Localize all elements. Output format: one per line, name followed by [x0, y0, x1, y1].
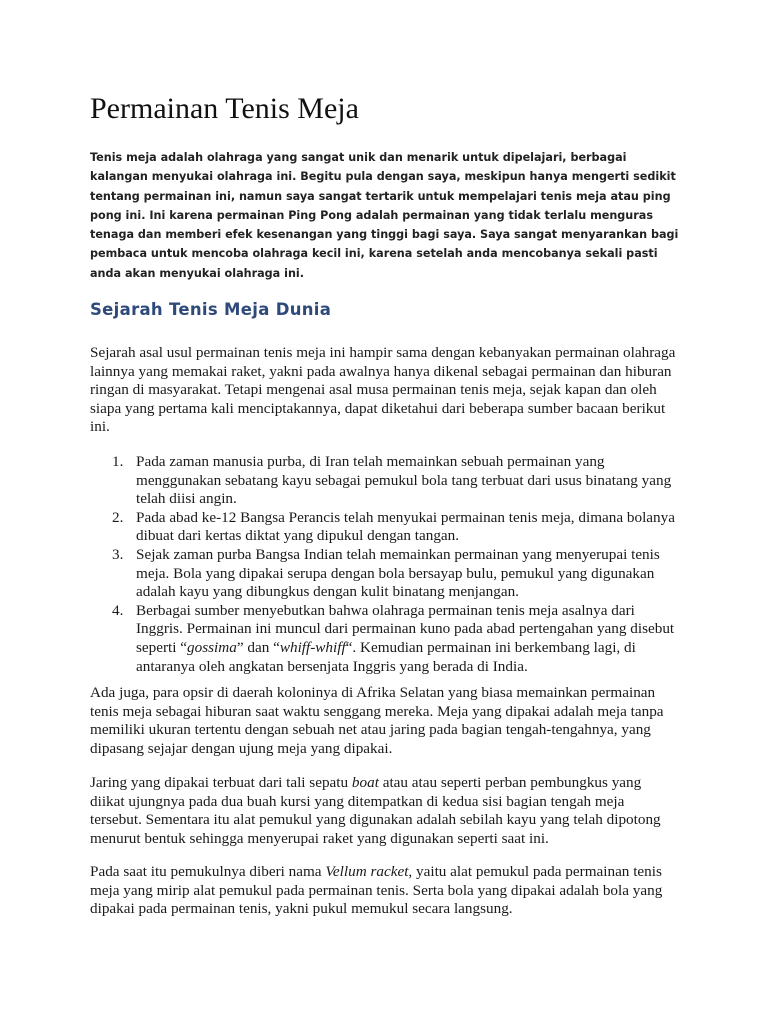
- list-item-text: Sejak zaman purba Bangsa Indian telah memainkan permainan yang menyerupai tenis meja. Bola yang dipakai serupa dengan bola bersayap bulu, pemukul yang digunakan adalah kayu yang dibungkus dengan kulit binatang menjangan.: [136, 545, 660, 601]
- paragraph-south-africa: Ada juga, para opsir di daerah koloninya di Afrika Selatan yang biasa memainkan permainan tenis meja sebagai hiburan saat waktu senggang mereka. Meja yang dipakai adalah meja tanpa memiliki ukuran tertentu dengan sebuah net atau jaring pada bagian tengah-tengahnya, yang dipasang sejajar dengan ujung meja yang dipakai.: [90, 684, 664, 757]
- list-item-text: [136, 602, 674, 675]
- paragraph-racket: [90, 863, 678, 919]
- list-number: 3.: [112, 545, 124, 563]
- intro-paragraph: Tenis meja adalah olahraga yang sangat unik dan menarik untuk dipelajari, berbagai kalangan menyukai olahraga ini. Begitu pula dengan saya, meskipun hanya mengerti sedikit tentang permainan ini, namun saya sangat tertarik untuk mempelajari tenis meja atau ping pong ini. Ini karena permainan Ping Pong adalah permainan yang tidak terlalu menguras tenaga dan memberi efek kesenangan yang tinggi bagi saya. Saya sangat menyarankan bagi pembaca untuk mencoba olahraga kecil ini, karena setelah anda mencobanya sekali pasti anda akan menyukai olahraga ini.: [90, 151, 679, 280]
- history-list: [90, 453, 678, 676]
- paragraph-net: [90, 774, 678, 848]
- list-number: 4.: [112, 601, 124, 619]
- list-item: [90, 602, 678, 676]
- page-title: Permainan Tenis Meja: [90, 92, 359, 125]
- text-part: atau atau seperti perban pembungkus yang diikat ujungnya pada dua buah kursi yang ditempatkan di kedua sisi bagian tengah meja tersebut. Sementara itu alat pemukul yang digunakan adalah sebilah kayu yang telah dipotong menurut bentuk sehingga menyerupai raket yang digunakan seperti saat ini.: [90, 774, 661, 847]
- section-heading: Sejarah Tenis Meja Dunia: [90, 300, 332, 319]
- text-part: , yaitu alat pemukul pada permainan tenis meja yang mirip alat pemukul pada permainan tenis. Serta bola yang dipakai adalah bola yang dipakai pada permainan tenis, yakni pukul memukul secara langsung.: [90, 863, 663, 918]
- list-item: [90, 509, 678, 546]
- list-item-text: Pada zaman manusia purba, di Iran telah memainkan sebuah permainan yang menggunakan sebatang kayu sebagai pemukul bola tang terbuat dari usus binatang yang telah diisi angin.: [136, 453, 672, 508]
- italic-term: boat: [351, 774, 379, 791]
- italic-term: whiff-whiff: [279, 638, 346, 656]
- list-text-part: “. Kemudian permainan ini berkembang lagi, di antaranya oleh angkatan bersenjata Inggris yang berada di India.: [136, 638, 636, 675]
- italic-term: Vellum racket: [325, 863, 409, 880]
- paragraph-history: Sejarah asal usul permainan tenis meja ini hampir sama dengan kebanyakan permainan olahraga lainnya yang memakai raket, yakni pada awalnya hanya dikenal sebagai permainan dan hiburan ringan di masyarakat. Tetapi mengenai asal musa permainan tenis meja, sejak kapan dan oleh siapa yang pertama kali menciptakannya, dapat diketahui dari beberapa sumber bacaan berikut ini.: [90, 344, 676, 436]
- list-item: [90, 546, 678, 602]
- list-item-text: Pada abad ke-12 Bangsa Perancis telah menyukai permainan tenis meja, dimana bolanya dibuat dari kertas diktat yang dipukul dengan tangan.: [136, 508, 675, 545]
- text-part: Jaring yang dipakai terbuat dari tali sepatu: [90, 774, 352, 791]
- list-number: 1.: [112, 453, 124, 470]
- list-text-part: Berbagai sumber menyebutkan bahwa olahraga permainan tenis meja asalnya dari Inggris. Permainan ini muncul dari permainan kuno pada abad pertengahan yang disebut seperti “: [136, 601, 675, 656]
- list-number: 2.: [112, 508, 124, 526]
- text-part: Pada saat itu pemukulnya diberi nama: [90, 863, 326, 880]
- list-text-part: ” dan “: [236, 638, 280, 656]
- italic-term: gossima: [187, 638, 237, 656]
- list-item: [90, 453, 678, 509]
